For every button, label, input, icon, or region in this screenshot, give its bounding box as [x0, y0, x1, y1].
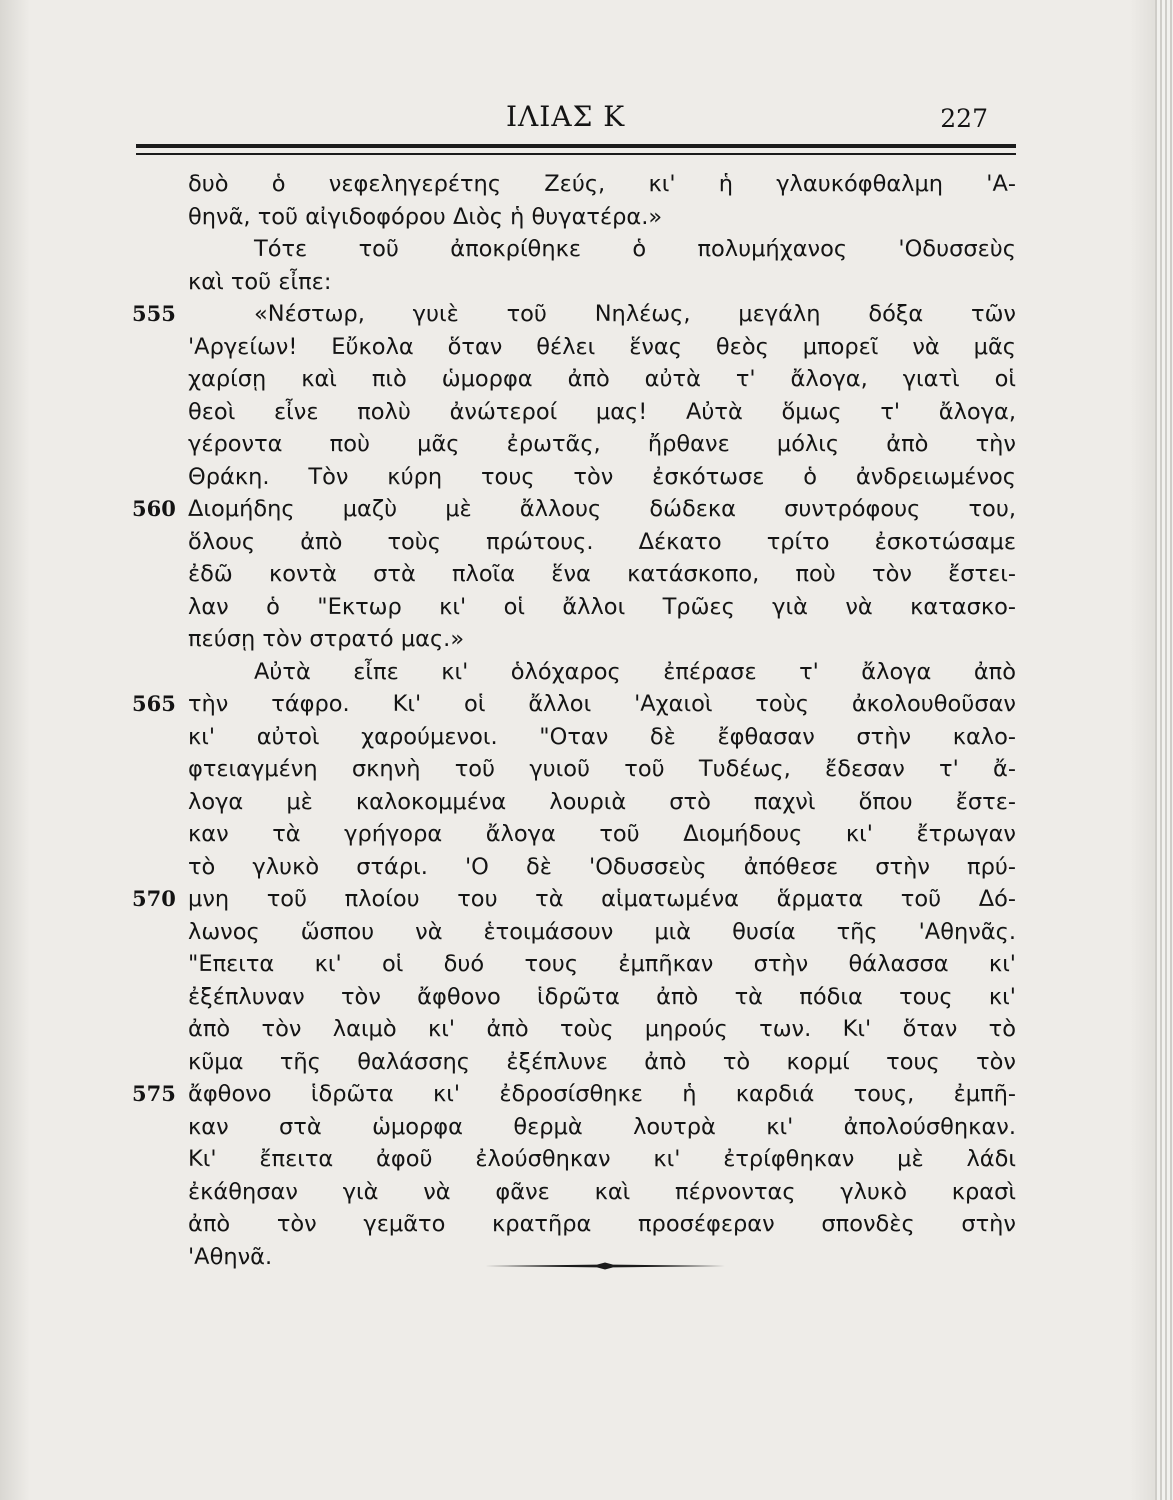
text-line: ἐδῶ κοντὰ στὰ πλοῖα ἕνα κατάσκοπο, ποὺ τὸν ἔστει-: [188, 561, 1016, 587]
text-line: "Επειτα κι' οἱ δυό τους ἐμπῆκαν στὴν θάλασσα κι': [188, 951, 1016, 977]
text-line: ἀπὸ τὸν γεμᾶτο κρατῆρα προσέφεραν σπονδὲς στὴν: [188, 1211, 1016, 1237]
text-line: ἐξέπλυναν τὸν ἄφθονο ἱδρῶτα ἀπὸ τὰ πόδια τους κι': [188, 983, 1016, 1010]
header-rule-thin: [136, 153, 1016, 155]
verse-number: 560: [132, 496, 176, 521]
text-line: λαν ὁ "Εκτωρ κι' οἱ ἄλλοι Τρῶες γιὰ νὰ κατασκο-: [188, 593, 1016, 620]
text-line: ὅλους ἀπὸ τοὺς πρώτους. Δέκατο τρίτο ἐσκοτώσαμε: [188, 528, 1016, 555]
text-line: 570 μνη τοῦ πλοίου του τὰ αἱματωμένα ἅρματα τοῦ Δό-: [188, 883, 1016, 916]
text-line: Κι' ἔπειτα ἀφοῦ ἐλούσθηκαν κι' ἐτρίφθηκαν μὲ λάδι: [188, 1146, 1016, 1172]
text-line: 565 τὴν τάφρο. Κι' οἱ ἄλλοι 'Αχαιοὶ τοὺς ἀκολουθοῦσαν: [188, 688, 1016, 721]
text-line: 560 Διομήδης μαζὺ μὲ ἄλλους δώδεκα συντρόφους του,: [188, 493, 1016, 526]
verse-number: 575: [132, 1081, 176, 1106]
text-line: χαρίσῃ καὶ πιὸ ὡμορφα ἀπὸ αὐτὰ τ' ἄλογα, γιατὶ οἱ: [188, 366, 1016, 392]
text-line: δυὸ ὁ νεφεληγερέτης Ζεύς, κι' ἡ γλαυκόφθαλμη 'Α-: [188, 171, 1016, 197]
page-edge: [1155, 0, 1173, 1500]
text-line: θεοὶ εἶνε πολὺ ἀνώτεροί μας! Αὐτὰ ὅμως τ' ἄλογα,: [188, 398, 1016, 425]
text-line: λογα μὲ καλοκομμένα λουριὰ στὸ παχνὶ ὅπου ἔστε-: [188, 788, 1016, 815]
text-line: καὶ τοῦ εἶπε:: [188, 268, 332, 295]
text-line: γέροντα ποὺ μᾶς ἐρωτᾶς, ἤρθανε μόλις ἀπὸ τὴν: [188, 431, 1016, 457]
verse-number: 570: [132, 886, 176, 911]
page-header: [136, 100, 1016, 140]
verse-number: 565: [132, 691, 176, 716]
text-line: θηνᾶ, τοῦ αἰγιδοφόρου Διὸς ἡ θυγατέρα.»: [188, 203, 663, 230]
header-rule-thick: [136, 144, 1016, 148]
text-line: λωνος ὥσπου νὰ ἑτοιμάσουν μιὰ θυσία τῆς 'Αθηνᾶς.: [188, 918, 1016, 945]
text-line: τὸ γλυκὸ στάρι. 'Ο δὲ 'Οδυσσεὺς ἀπόθεσε στὴν πρύ-: [188, 853, 1016, 880]
text-line: 'Αργείων! Εὔκολα ὅταν θέλει ἕνας θεὸς μπορεῖ νὰ μᾶς: [188, 333, 1016, 360]
end-ornament: [485, 1262, 725, 1270]
text-line: 555 «Νέστωρ, γυιὲ τοῦ Νηλέως, μεγάλη δόξα τῶν: [188, 298, 1016, 331]
text-line: καν τὰ γρήγορα ἄλογα τοῦ Διομήδους κι' ἔτρωγαν: [188, 821, 1016, 847]
text-line: φτειαγμένη σκηνὴ τοῦ γυιοῦ τοῦ Τυδέως, ἔδεσαν τ' ἄ-: [188, 756, 1016, 782]
body-text: [132, 168, 1016, 1273]
text-line: 'Αθηνᾶ.: [188, 1243, 273, 1270]
text-line: Αὐτὰ εἶπε κι' ὁλόχαρος ἐπέρασε τ' ἄλογα ἀπὸ: [254, 658, 1016, 685]
text-line: ἀπὸ τὸν λαιμὸ κι' ἀπὸ τοὺς μηρούς των. Κι' ὅταν τὸ: [188, 1016, 1016, 1042]
running-head: ΙΛΙΑΣ Κ: [506, 100, 626, 133]
text-line: Τότε τοῦ ἀποκρίθηκε ὁ πολυμήχανος 'Οδυσσεὺς: [254, 236, 1016, 262]
text-line: κι' αὐτοὶ χαρούμενοι. "Οταν δὲ ἔφθασαν στὴν καλο-: [188, 723, 1016, 750]
page-number: 227: [940, 104, 988, 133]
text-line: πεύσῃ τὸν στρατό μας.»: [188, 626, 465, 652]
text-line: καν στὰ ὡμορφα θερμὰ λουτρὰ κι' ἀπολούσθηκαν.: [188, 1113, 1016, 1140]
verse-number: 555: [132, 301, 176, 326]
text-line: 575 ἄφθονο ἱδρῶτα κι' ἐδροσίσθηκε ἡ καρδιά τους, ἐμπῆ-: [188, 1078, 1016, 1111]
text-line: κῦμα τῆς θαλάσσης ἐξέπλυνε ἀπὸ τὸ κορμί τους τὸν: [188, 1048, 1016, 1075]
text-line: Θράκη. Τὸν κύρη τους τὸν ἐσκότωσε ὁ ἀνδρειωμένος: [188, 463, 1016, 490]
text-line: ἐκάθησαν γιὰ νὰ φᾶνε καὶ πέρνοντας γλυκὸ κρασὶ: [188, 1178, 1016, 1205]
